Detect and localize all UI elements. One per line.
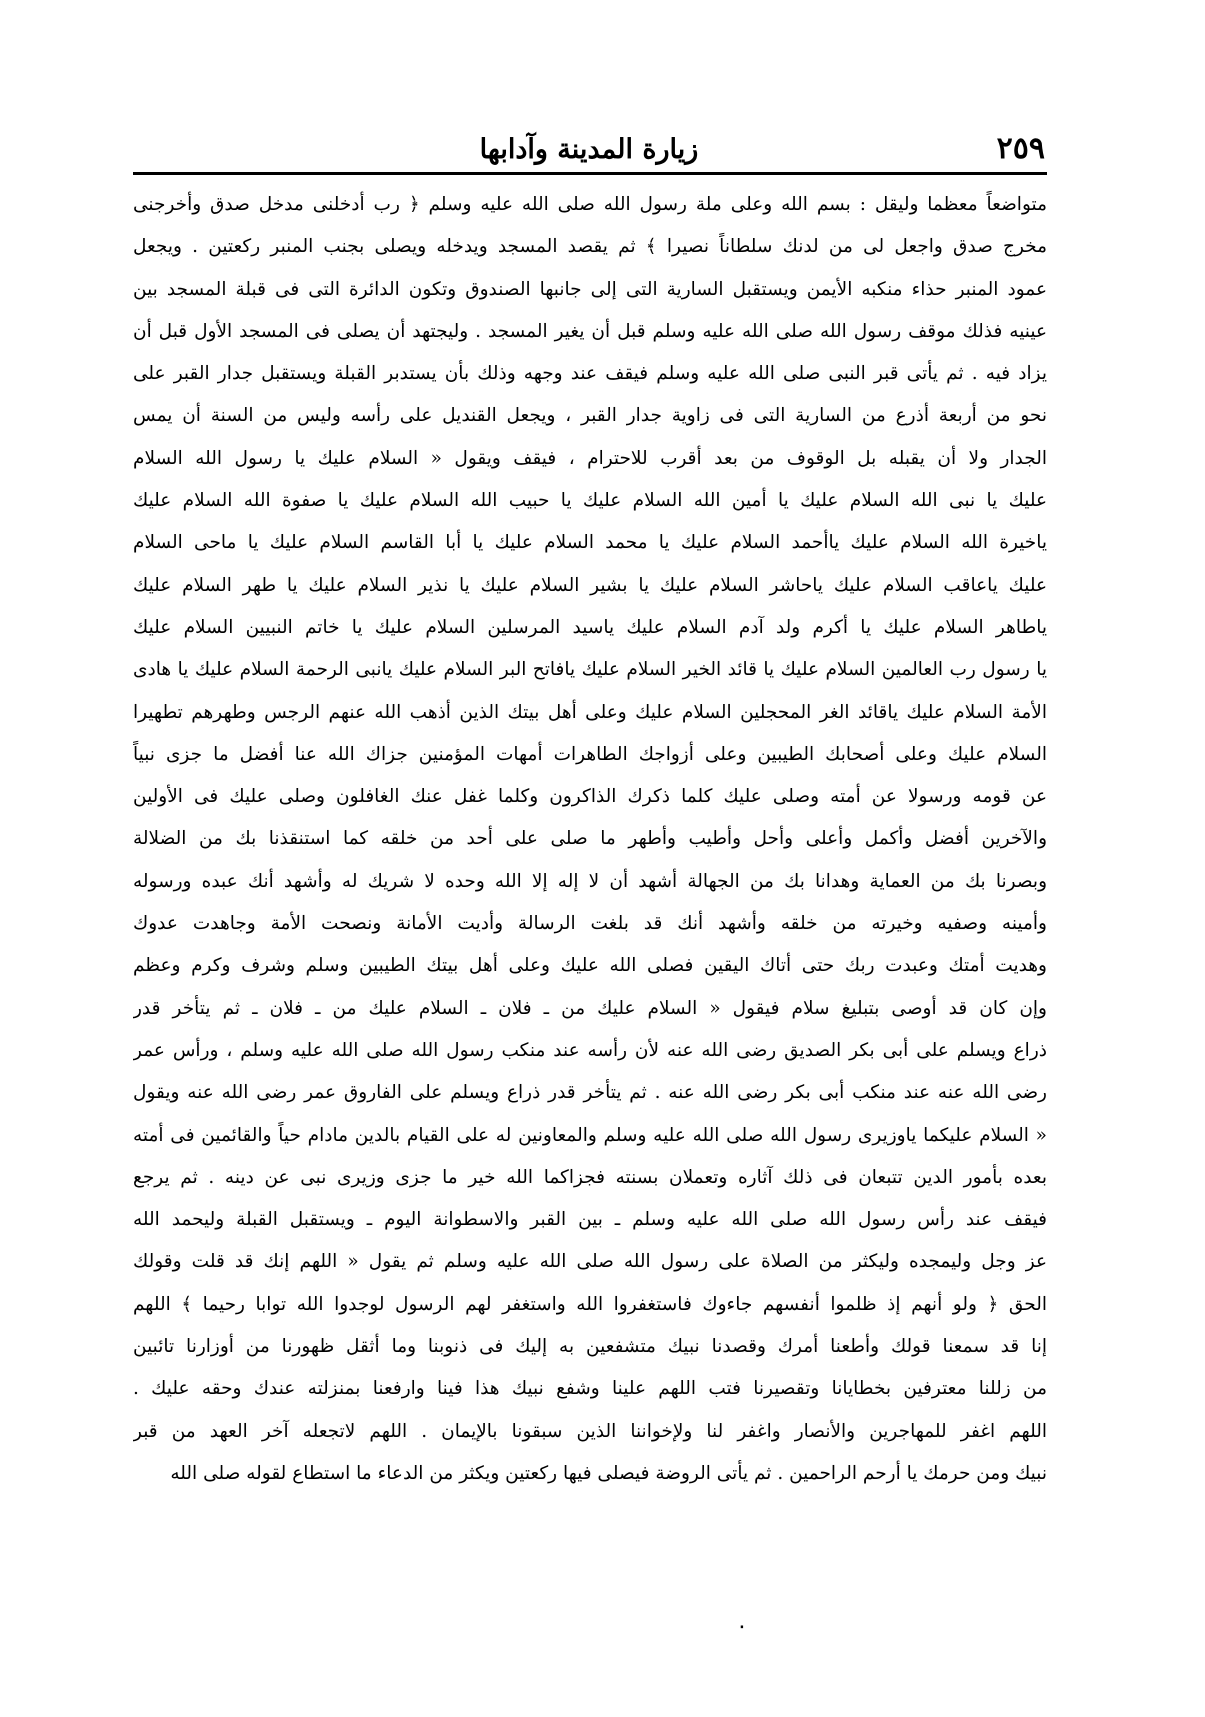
text-line: الجدار ولا أن يقبله بل الوقوف من بعد أقرب للاحترام ، فيقف ويقول « السلام عليك يا رسول الله السلام bbox=[133, 447, 1047, 469]
text-line: الأمة السلام عليك ياقائد الغر المحجلين السلام عليك وعلى أهل بيتك الذين أذهب الله عنهم الرجس وطهرهم تطهيرا bbox=[133, 701, 1047, 723]
page-header bbox=[133, 132, 1045, 176]
text-line: « السلام عليكما ياوزيرى رسول الله صلى الله عليه وسلم والمعاونين له على القيام بالدين مادام حياً والقائمين فى أمته bbox=[133, 1124, 1047, 1146]
text-line: السلام عليك وعلى أصحابك الطيبين وعلى أزواجك الطاهرات أمهات المؤمنين جزاك الله عنا أفضل ما جزى نبياً bbox=[133, 743, 1047, 765]
text-line: فيقف عند رأس رسول الله صلى الله عليه وسلم ـ بين القبر والاسطوانة اليوم ـ ويستقبل القبلة وليحمد الله bbox=[133, 1209, 1047, 1231]
text-line: ياخيرة الله السلام عليك ياأحمد السلام عليك يا محمد السلام عليك يا أبا القاسم السلام عليك يا ماحى السلام bbox=[133, 532, 1047, 554]
footer-mark: ٠ bbox=[736, 1614, 748, 1639]
running-title: زيارة المدينة وآدابها bbox=[479, 134, 699, 165]
text-line: الحق ﴿ ولو أنهم إذ ظلموا أنفسهم جاءوك فاستغفروا الله واستغفر لهم الرسول لوجدوا الله توابا رحيما ﴾ اللهم bbox=[133, 1293, 1047, 1315]
text-line: وإن كان قد أوصى بتبليغ سلام فيقول « السلام عليك من ـ فلان ـ السلام عليك من ـ فلان ـ ثم يتأخر قدر bbox=[133, 997, 1047, 1019]
text-line: ياطاهر السلام عليك يا أكرم ولد آدم السلام عليك ياسيد المرسلين السلام عليك يا خاتم النبيين السلام عليك bbox=[133, 616, 1047, 638]
text-line: إنا قد سمعنا قولك وأطعنا أمرك وقصدنا نبيك متشفعين به إليك فى ذنوبنا وما أثقل ظهورنا من أوزارنا تائبين bbox=[133, 1336, 1047, 1358]
header-rule bbox=[133, 172, 1047, 175]
text-line: رضى الله عنه عند منكب أبى بكر رضى الله عنه . ثم يتأخر قدر ذراع ويسلم على الفاروق عمر رضى الله عنه ويقول bbox=[133, 1082, 1047, 1104]
text-line: نحو من أربعة أذرع من السارية التى فى زاوية جدار القبر ، ويجعل القنديل على رأسه وليس من السنة أن يمس bbox=[133, 405, 1047, 427]
text-line: اللهم اغفر للمهاجرين والأنصار واغفر لنا ولإخواننا الذين سبقونا بالإيمان . اللهم لاتجعله آخر العهد من قبر bbox=[133, 1420, 1047, 1442]
text-line: يا رسول رب العالمين السلام عليك يا قائد الخير السلام عليك يافاتح البر السلام عليك يانبى الرحمة السلام عليك يا هادى bbox=[133, 659, 1047, 681]
text-line: والآخرين أفضل وأكمل وأعلى وأحل وأطيب وأطهر ما صلى على أحد من خلقه كما استنقذنا بك من الضلالة bbox=[133, 828, 1047, 850]
text-line: عمود المنبر حذاء منكبه الأيمن ويستقبل السارية التى إلى جانبها الصندوق وتكون الدائرة التى فى قبلة المسجد بين bbox=[133, 278, 1047, 300]
text-line: عليك ياعاقب السلام عليك ياحاشر السلام عليك يا بشير السلام عليك يا نذير السلام عليك يا طهر السلام عليك bbox=[133, 574, 1047, 596]
text-line: عن قومه ورسولا عن أمته وصلى عليك كلما ذكرك الذاكرون وكلما غفل عنك الغافلون وصلى عليك فى الأولين bbox=[133, 786, 1047, 808]
page-number: ٢٥٩ bbox=[996, 131, 1045, 166]
text-line: وبصرنا بك من العماية وهدانا بك من الجهالة أشهد أن لا إله إلا الله وحده لا شريك له وأشهد أنك عبده ورسوله bbox=[133, 870, 1047, 892]
text-line: ذراع ويسلم على أبى بكر الصديق رضى الله عنه لأن رأسه عند منكب رسول الله صلى الله عليه وسلم ، ورأس عمر bbox=[133, 1039, 1047, 1061]
text-line: عز وجل وليمجده وليكثر من الصلاة على رسول الله صلى الله عليه وسلم ثم يقول « اللهم إنك قد قلت وقولك bbox=[133, 1251, 1047, 1273]
text-line: وهديت أمتك وعبدت ربك حتى أتاك اليقين فصلى الله عليك وعلى أهل بيتك الطيبين وسلم وشرف وكرم وعظم bbox=[133, 955, 1047, 977]
body-text bbox=[133, 184, 1047, 1495]
text-line: من زللنا معترفين بخطايانا وتقصيرنا فتب اللهم علينا وشفع نبيك هذا فينا وارفعنا بمنزلته عندك وحقه عليك . bbox=[133, 1378, 1047, 1400]
text-line: بعده بأمور الدين تتبعان فى ذلك آثاره وتعملان بسنته فجزاكما الله خير ما جزى وزيرى نبى عن دينه . ثم يرجع bbox=[133, 1166, 1047, 1188]
text-line: نبيك ومن حرمك يا أرحم الراحمين . ثم يأتى الروضة فيصلى فيها ركعتين ويكثر من الدعاء ما استطاع لقوله صلى الله bbox=[170, 1462, 1047, 1484]
text-line: يزاد فيه . ثم يأتى قبر النبى صلى الله عليه وسلم فيقف عند وجهه وذلك بأن يستدبر القبلة ويستقبل جدار القبر على bbox=[133, 363, 1047, 385]
text-line: عينيه فذلك موقف رسول الله صلى الله عليه وسلم قبل أن يغير المسجد . وليجتهد أن يصلى فى المسجد الأول قبل أن bbox=[133, 320, 1047, 342]
text-line: مخرج صدق واجعل لى من لدنك سلطاناً نصيرا ﴾ ثم يقصد المسجد ويدخله ويصلى بجنب المنبر ركعتين . ويجعل bbox=[133, 236, 1047, 258]
text-line: متواضعاً معظما وليقل : بسم الله وعلى ملة رسول الله صلى الله عليه وسلم ﴿ رب أدخلنى مدخل صدق وأخرجنى bbox=[133, 194, 1047, 215]
text-line: وأمينه وصفيه وخيرته من خلقه وأشهد أنك قد بلغت الرسالة وأديت الأمانة ونصحت الأمة وجاهدت عدوك bbox=[133, 913, 1047, 935]
text-line: عليك يا نبى الله السلام عليك يا أمين الله السلام عليك يا حبيب الله السلام عليك يا صفوة الله السلام عليك bbox=[133, 490, 1047, 512]
